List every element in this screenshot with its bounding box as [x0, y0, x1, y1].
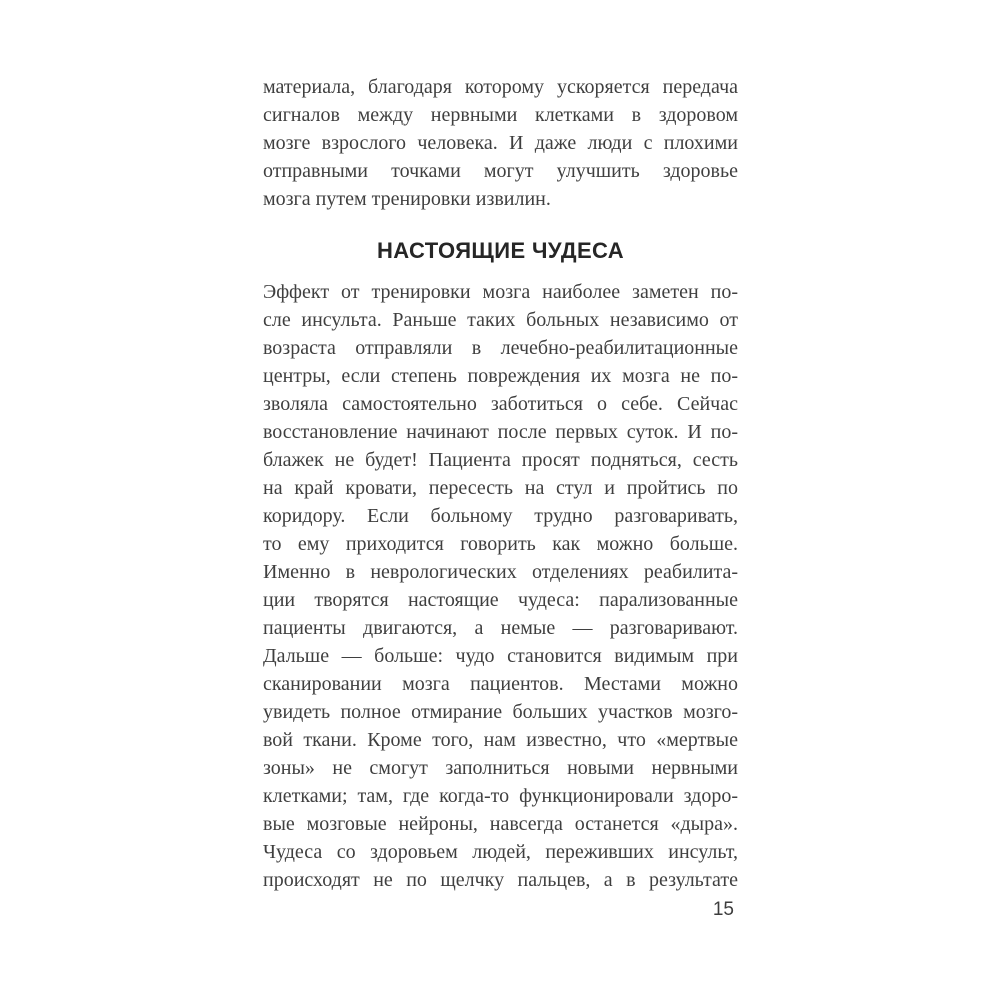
- text-line: Эффект от тренировки мозга наиболее заметен по-: [263, 281, 738, 303]
- text-line: коридору. Если больному трудно разговаривать,: [263, 505, 738, 527]
- text-line: отправными точками могут улучшить здоровье: [263, 160, 738, 182]
- text-line: сканировании мозга пациентов. Местами можно: [263, 673, 738, 695]
- text-line: происходят не по щелчку пальцев, а в результате: [263, 869, 738, 891]
- text-line: зоны» не смогут заполниться новыми нервными: [263, 757, 738, 779]
- text-line: центры, если степень повреждения их мозга не по-: [263, 365, 738, 387]
- text-line: сигналов между нервными клетками в здоровом: [263, 104, 738, 126]
- paragraph-main: [263, 278, 738, 894]
- text-line: Чудеса со здоровьем людей, переживших инсульт,: [263, 841, 738, 863]
- text-line: на край кровати, пересесть на стул и пройтись по: [263, 477, 738, 499]
- text-line: клетками; там, где когда-то функционировали здоро-: [263, 785, 738, 807]
- text-line: то ему приходится говорить как можно больше.: [263, 533, 738, 555]
- text-line: мозге взрослого человека. И даже люди с плохими: [263, 132, 738, 154]
- text-line: сле инсульта. Раньше таких больных независимо от: [263, 309, 738, 331]
- text-line: Именно в неврологических отделениях реабилита-: [263, 561, 738, 583]
- text-line: мозга путем тренировки извилин.: [263, 188, 551, 210]
- text-line: Дальше — больше: чудо становится видимым при: [263, 645, 738, 667]
- text-line: вой ткани. Кроме того, нам известно, что «мертвые: [263, 729, 738, 751]
- text-line: блажек не будет! Пациента просят подняться, сесть: [263, 449, 738, 471]
- page-number: 15: [712, 899, 734, 920]
- section-heading: НАСТОЯЩИЕ ЧУДЕСА: [376, 238, 625, 263]
- text-line: материала, благодаря которому ускоряется передача: [263, 76, 738, 98]
- text-line: увидеть полное отмирание больших участков мозго-: [263, 701, 738, 723]
- text-line: зволяла самостоятельно заботиться о себе. Сейчас: [263, 393, 738, 415]
- text-line: вые мозговые нейроны, навсегда останется «дыра».: [263, 813, 738, 835]
- text-line: возраста отправляли в лечебно-реабилитационные: [263, 337, 738, 359]
- paragraph-continuation: [263, 73, 738, 213]
- text-line: пациенты двигаются, а немые — разговаривают.: [263, 617, 738, 639]
- text-line: восстановление начинают после первых суток. И по-: [263, 421, 738, 443]
- text-line: ции творятся настоящие чудеса: парализованные: [263, 589, 738, 611]
